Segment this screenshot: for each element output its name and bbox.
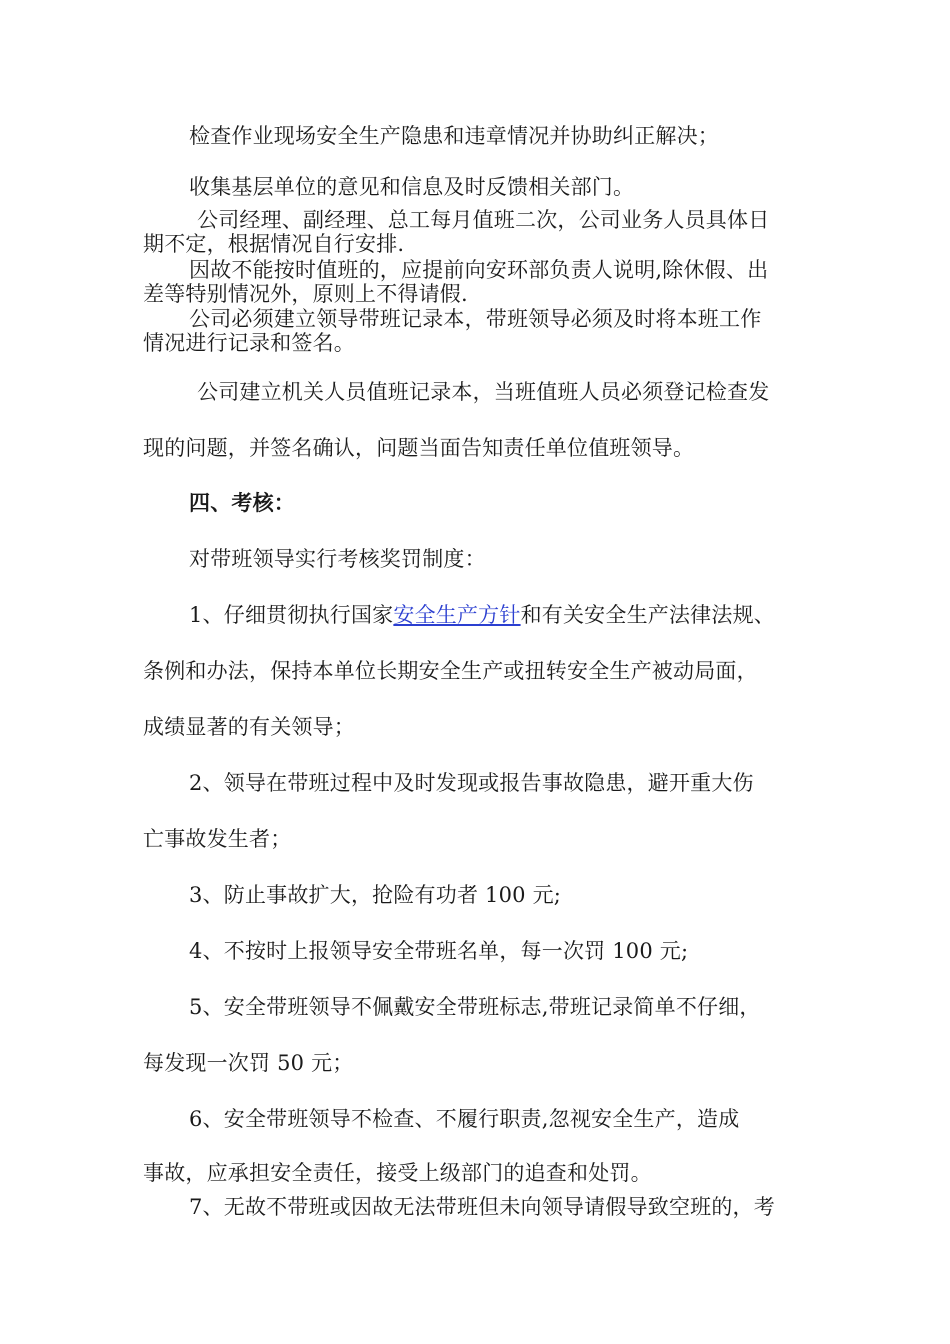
paragraph-line: 差等特别情况外，原则上不得请假. <box>143 282 468 306</box>
paragraph-line: 成绩显著的有关领导； <box>143 715 355 739</box>
paragraph-line: 期不定，根据情况自行安排. <box>143 232 405 256</box>
assessment-item-3: 3、防止事故扩大，抢险有功者 100 元; <box>189 883 562 907</box>
assessment-item-6: 6、安全带班领导不检查、不履行职责,忽视安全生产，造成 <box>189 1107 740 1131</box>
paragraph-line: 事故，应承担安全责任，接受上级部门的追查和处罚。 <box>143 1161 652 1185</box>
assessment-item-7: 7、无故不带班或因故无法带班但未向领导请假导致空班的，考 <box>189 1195 775 1219</box>
assessment-item-1 <box>189 603 869 627</box>
paragraph-line: 因故不能按时值班的，应提前向安环部负责人说明,除休假、出 <box>189 258 769 282</box>
paragraph-line: 条例和办法，保持本单位长期安全生产或扭转安全生产被动局面， <box>143 659 758 683</box>
paragraph-line: 亡事故发生者； <box>143 827 292 851</box>
item-text: 1、仔细贯彻执行国家 <box>189 603 394 627</box>
paragraph-line: 公司经理、副经理、总工每月值班二次，公司业务人员具体日 <box>197 208 770 232</box>
paragraph-line: 现的问题，并签名确认，问题当面告知责任单位值班领导。 <box>143 436 695 460</box>
paragraph-line: 情况进行记录和签名。 <box>143 331 355 355</box>
assessment-item-5: 5、安全带班领导不佩戴安全带班标志,带班记录简单不仔细， <box>189 995 761 1019</box>
assessment-item-2: 2、领导在带班过程中及时发现或报告事故隐患，避开重大伤 <box>189 771 754 795</box>
paragraph-line: 公司必须建立领导带班记录本，带班领导必须及时将本班工作 <box>189 307 762 331</box>
paragraph-line: 公司建立机关人员值班记录本，当班值班人员必须登记检查发 <box>197 380 770 404</box>
assessment-item-4: 4、不按时上报领导安全带班名单，每一次罚 100 元; <box>189 939 689 963</box>
paragraph-line: 检查作业现场安全生产隐患和违章情况并协助纠正解决； <box>189 124 719 148</box>
safety-policy-link[interactable]: 安全生产方针 <box>393 603 521 627</box>
item-text: 和有关安全生产法律法规、 <box>520 603 775 627</box>
paragraph-line: 收集基层单位的意见和信息及时反馈相关部门。 <box>189 175 635 199</box>
section-heading: 四、考核： <box>189 490 295 515</box>
assessment-intro: 对带班领导实行考核奖罚制度： <box>189 547 486 571</box>
paragraph-line: 每发现一次罚 50 元； <box>143 1051 354 1075</box>
